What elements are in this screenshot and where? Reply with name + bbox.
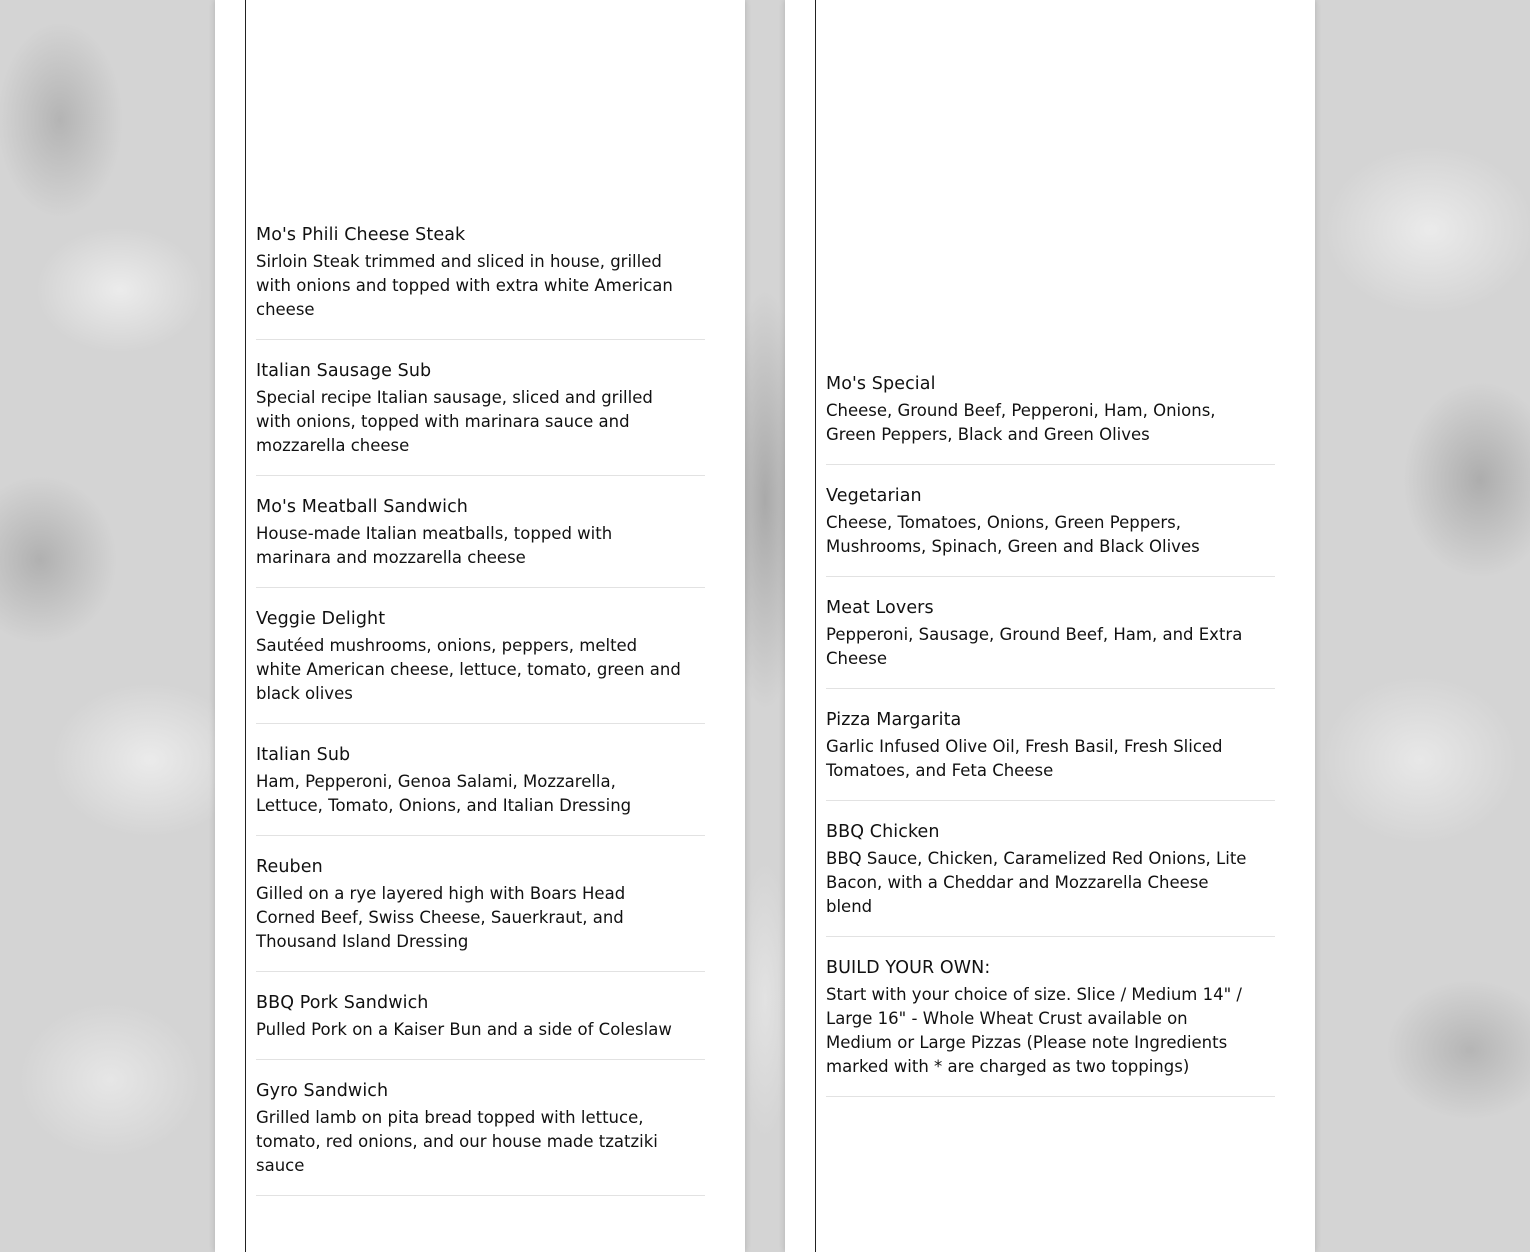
menu-item-name: Mo's Special xyxy=(826,374,936,394)
menu-item-italian-sausage-sub xyxy=(256,359,705,476)
pizza-menu-list xyxy=(826,372,1275,1116)
sandwich-menu-list xyxy=(256,223,705,1215)
menu-item-name: Pizza Margarita xyxy=(826,710,962,730)
menu-item-description: Sirloin Steak trimmed and sliced in house, grilled with onions and topped with extra white American cheese xyxy=(256,252,673,319)
menu-item-description: Special recipe Italian sausage, sliced and grilled with onions, topped with marinara sauce and mozzarella cheese xyxy=(256,388,653,455)
panel-right-border xyxy=(815,0,816,1252)
menu-item-description: House-made Italian meatballs, topped with marinara and mozzarella cheese xyxy=(256,524,613,567)
menu-item-reuben xyxy=(256,855,705,972)
menu-item-name: Mo's Phili Cheese Steak xyxy=(256,225,466,245)
menu-item-name: Italian Sub xyxy=(256,745,351,765)
menu-item-description: Pepperoni, Sausage, Ground Beef, Ham, and Extra Cheese xyxy=(826,625,1243,668)
menu-item-mos-special xyxy=(826,372,1275,465)
menu-item-description: Pulled Pork on a Kaiser Bun and a side of Coleslaw xyxy=(256,1020,672,1039)
menu-item-build-your-own xyxy=(826,956,1275,1097)
menu-item-description: Ham, Pepperoni, Genoa Salami, Mozzarella, Lettuce, Tomato, Onions, and Italian Dressing xyxy=(256,772,632,815)
menu-item-meat-lovers xyxy=(826,596,1275,689)
menu-item-description: Gilled on a rye layered high with Boars Head Corned Beef, Swiss Cheese, Sauerkraut, and Thousand Island Dressing xyxy=(256,884,626,951)
menu-item-name: Italian Sausage Sub xyxy=(256,361,432,381)
sandwich-menu-panel xyxy=(215,0,745,1252)
menu-item-vegetarian xyxy=(826,484,1275,577)
pizza-menu-panel xyxy=(785,0,1315,1252)
menu-item-description: Start with your choice of size. Slice / Medium 14" / Large 16" - Whole Wheat Crust available on Medium or Large Pizzas (Please note Ingredients marked with * are charged as two toppings) xyxy=(826,985,1242,1076)
menu-item-description: Garlic Infused Olive Oil, Fresh Basil, Fresh Sliced Tomatoes, and Feta Cheese xyxy=(826,737,1223,780)
menu-item-gyro-sandwich xyxy=(256,1079,705,1196)
menu-item-name: Reuben xyxy=(256,857,323,877)
menu-item-description: Cheese, Tomatoes, Onions, Green Peppers, Mushrooms, Spinach, Green and Black Olives xyxy=(826,513,1200,556)
menu-item-meatball-sandwich xyxy=(256,495,705,588)
menu-item-bbq-pork-sandwich xyxy=(256,991,705,1060)
menu-item-veggie-delight xyxy=(256,607,705,724)
menu-item-italian-sub xyxy=(256,743,705,836)
menu-item-pizza-margarita xyxy=(826,708,1275,801)
menu-item-name: Meat Lovers xyxy=(826,598,934,618)
menu-item-name: Vegetarian xyxy=(826,486,922,506)
menu-item-name: Veggie Delight xyxy=(256,609,386,629)
menu-item-name: BBQ Pork Sandwich xyxy=(256,993,429,1013)
menu-item-bbq-chicken xyxy=(826,820,1275,937)
menu-item-name: Mo's Meatball Sandwich xyxy=(256,497,468,517)
panel-left-border xyxy=(245,0,246,1252)
menu-item-name: Gyro Sandwich xyxy=(256,1081,389,1101)
menu-item-description: Cheese, Ground Beef, Pepperoni, Ham, Onions, Green Peppers, Black and Green Olives xyxy=(826,401,1216,444)
menu-item-description: Sautéed mushrooms, onions, peppers, melted white American cheese, lettuce, tomato, green and black olives xyxy=(256,636,681,703)
menu-item-description: Grilled lamb on pita bread topped with lettuce, tomato, red onions, and our house made tzatziki sauce xyxy=(256,1108,658,1175)
menu-item-name: BUILD YOUR OWN: xyxy=(826,958,991,978)
menu-item-phili-cheese-steak xyxy=(256,223,705,340)
menu-item-name: BBQ Chicken xyxy=(826,822,940,842)
menu-item-description: BBQ Sauce, Chicken, Caramelized Red Onions, Lite Bacon, with a Cheddar and Mozzarella Cheese blend xyxy=(826,849,1247,916)
